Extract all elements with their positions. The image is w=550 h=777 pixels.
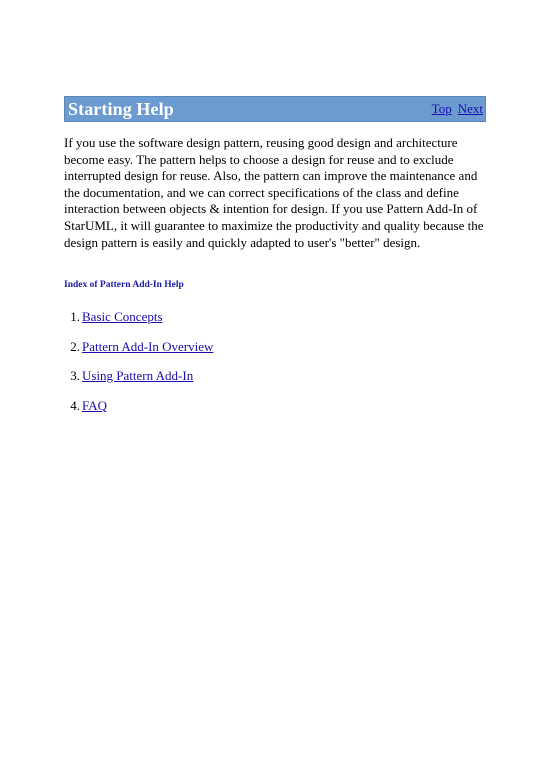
index-heading: Index of Pattern Add-In Help: [64, 280, 184, 291]
toc-link-overview[interactable]: Pattern Add-In Overview: [82, 338, 214, 354]
header-nav: [432, 101, 483, 117]
toc-number: 2.: [70, 338, 80, 354]
header-bar: [64, 96, 486, 122]
toc-item-overview: [64, 339, 486, 369]
page-title: Starting Help: [68, 98, 174, 119]
help-page: [64, 96, 486, 427]
toc-item-basic-concepts: [64, 309, 486, 339]
toc-link-faq[interactable]: FAQ: [82, 397, 108, 413]
toc-number: 1.: [70, 309, 80, 325]
toc-item-using: [64, 368, 486, 398]
toc-number: 4.: [70, 397, 80, 413]
next-link[interactable]: Next: [457, 101, 483, 116]
toc-list: [64, 309, 486, 427]
toc-link-using[interactable]: Using Pattern Add-In: [82, 368, 194, 384]
toc-number: 3.: [70, 368, 80, 384]
intro-paragraph: If you use the software design pattern, reusing good design and architecture become easy. The pattern helps to choose a design for reuse and to exclude interrupted design for reuse. Also, the pattern can improve the maintenance and the documentation, and we can correct specifications of the class and define interaction between objects & intention for design. If you use Pattern Add-In of StarUML, it will guarantee to maximize the productivity and quality because the design pattern is easily and quickly adapted to user's "better" design.: [64, 135, 484, 250]
toc-item-faq: [64, 398, 486, 428]
toc-link-basic-concepts[interactable]: Basic Concepts: [82, 309, 163, 325]
top-link[interactable]: Top: [431, 101, 452, 116]
